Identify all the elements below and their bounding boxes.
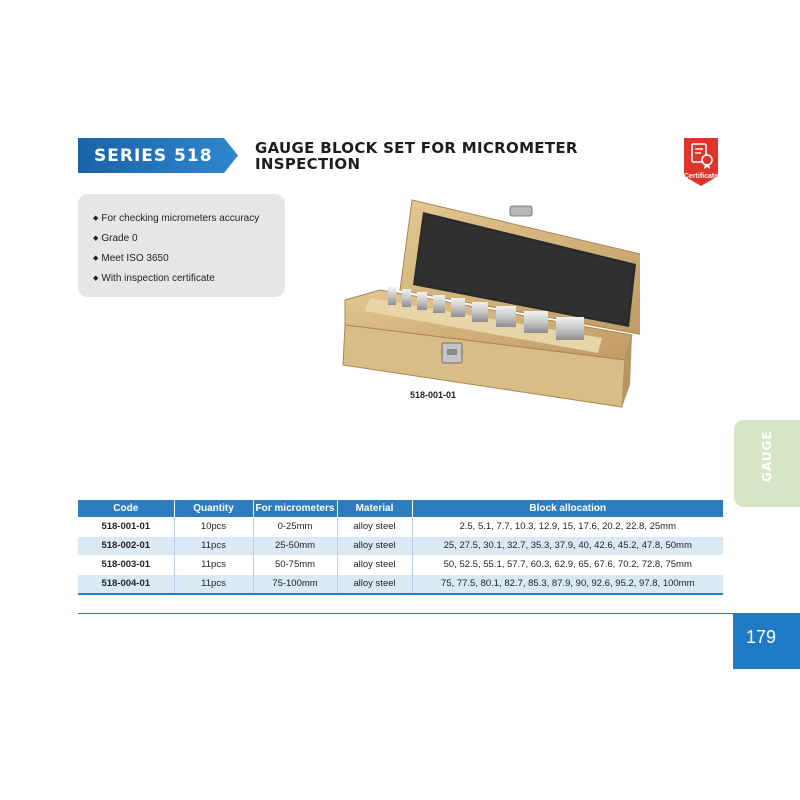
gauge-block-case-illustration [340, 195, 640, 415]
table-cell: 2.5, 5.1, 7.7, 10.3, 12.9, 15, 17.6, 20.2, 22.8, 25mm [459, 520, 677, 532]
feature-item [93, 269, 285, 289]
spec-table [78, 500, 723, 594]
table-cell: alloy steel [337, 536, 412, 555]
series-label: SERIES 518 [94, 146, 213, 166]
footer-divider [78, 613, 733, 614]
table-cell: 75-100mm [253, 574, 337, 593]
table-cell: alloy steel [337, 574, 412, 593]
feature-text: Meet ISO 3650 [101, 253, 169, 264]
table-cell: 75, 77.5, 80.1, 82.7, 85.3, 87.9, 90, 92.6, 95.2, 97.8, 100mm [412, 574, 723, 593]
table-bottom-rule [78, 593, 723, 595]
photo-caption: 518-001-01 [410, 390, 457, 400]
certificate-badge [680, 136, 722, 188]
feature-text: With inspection certificate [101, 273, 215, 284]
column-header: Material [337, 500, 412, 517]
table-cell-code: 518-002-01 [78, 536, 174, 555]
table-cell: 25, 27.5, 30.1, 32.7, 35.3, 37.9, 40, 42.6, 45.2, 47.8, 50mm [412, 536, 723, 555]
table-row [78, 517, 723, 536]
feature-item [93, 229, 285, 249]
table-cell: 11pcs [174, 574, 253, 593]
table-row [78, 536, 723, 555]
certificate-icon [680, 136, 722, 188]
table-row [78, 555, 723, 574]
feature-item [93, 209, 285, 229]
column-header: For micrometers [253, 500, 337, 517]
features-list [78, 194, 285, 297]
page-number: 179 [745, 627, 777, 647]
table-header-row [78, 500, 723, 517]
table-cell: 11pcs [174, 536, 253, 555]
diamond-bullet-icon: ◆ [93, 235, 99, 242]
table-cell: 25-50mm [253, 536, 337, 555]
table-cell: 0-25mm [253, 517, 337, 536]
diamond-bullet-icon: ◆ [93, 275, 99, 282]
feature-text: Grade 0 [101, 233, 138, 244]
series-banner [78, 138, 238, 173]
table-cell-code: 518-003-01 [78, 555, 174, 574]
feature-item [93, 249, 285, 269]
table-cell-code: 518-001-01 [78, 517, 174, 536]
page-number-box [733, 613, 800, 669]
section-tab-gauge[interactable] [734, 420, 800, 507]
section-tab-label: GAUGE [760, 430, 774, 482]
table-cell: 11pcs [174, 555, 253, 574]
product-image [340, 195, 640, 415]
table-cell: 10pcs [174, 517, 253, 536]
certificate-label: Certificate [683, 173, 719, 180]
table-cell: alloy steel [337, 517, 412, 536]
diamond-bullet-icon: ◆ [93, 215, 99, 222]
feature-text: For checking micrometers accuracy [101, 213, 260, 224]
table-cell: 50-75mm [253, 555, 337, 574]
table-row [78, 574, 723, 593]
table-cell: 50, 52.5, 55.1, 57.7, 60.3, 62.9, 65, 67.6, 70.2, 72.8, 75mm [443, 559, 692, 570]
table-cell: alloy steel [337, 555, 412, 574]
column-header: Block allocation [412, 500, 723, 517]
table-cell-code: 518-004-01 [78, 574, 174, 593]
column-header: Code [78, 500, 174, 517]
diamond-bullet-icon: ◆ [93, 255, 99, 262]
column-header: Quantity [174, 500, 253, 517]
page-title: GAUGE BLOCK SET FOR MICROMETER INSPECTION [255, 139, 578, 173]
